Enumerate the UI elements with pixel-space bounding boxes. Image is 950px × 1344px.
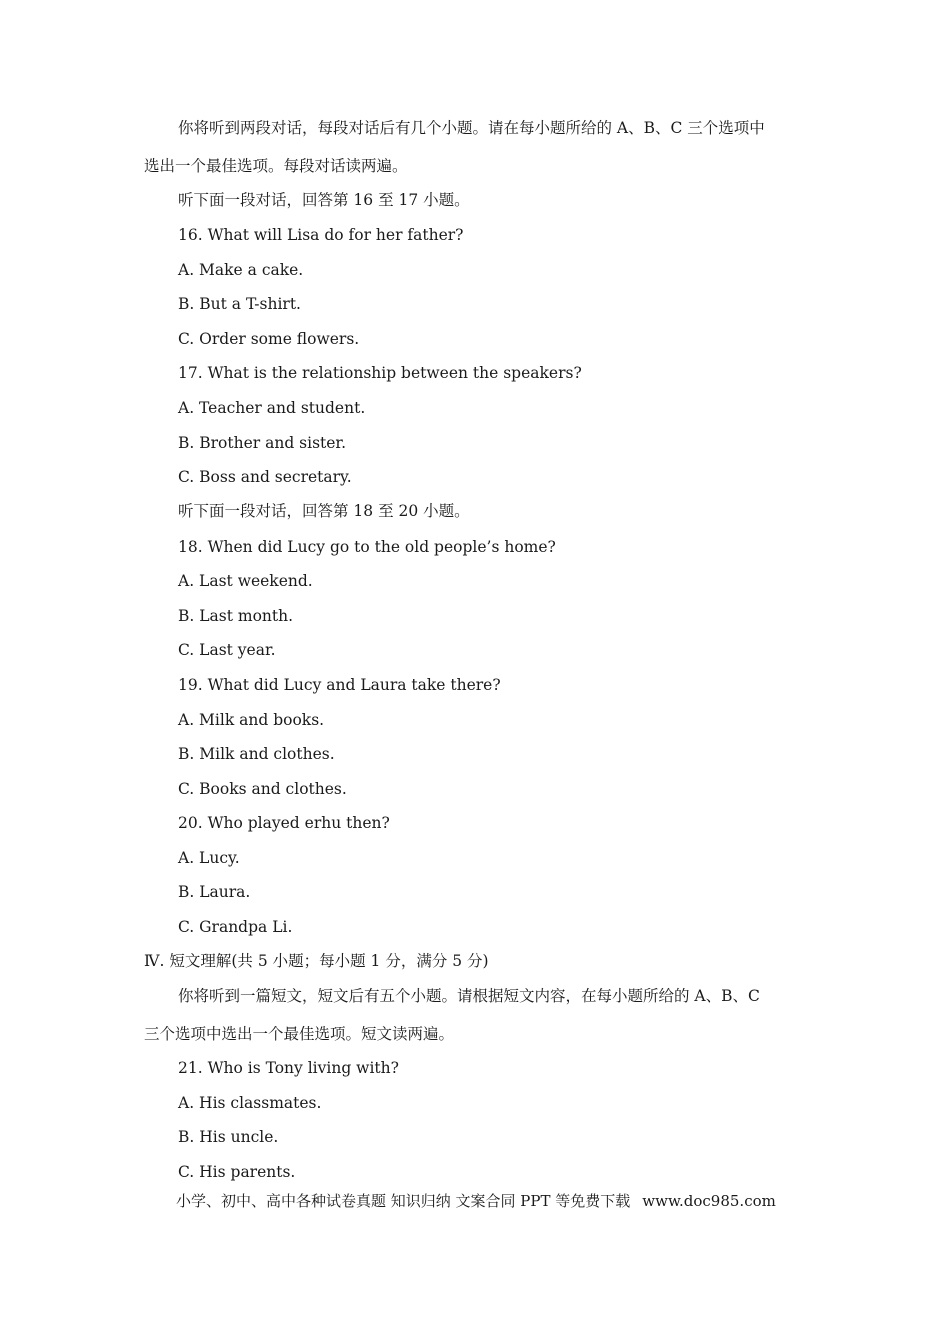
question-16-option-b: B. But a T-shirt. (178, 295, 301, 313)
question-21-stem: 21. Who is Tony living with? (178, 1059, 399, 1077)
question-19-option-b: B. Milk and clothes. (178, 745, 335, 763)
section-4-intro-line-1: 你将听到一篇短文，短文后有五个小题。请根据短文内容，在每小题所给的 A、B、C (178, 987, 760, 1005)
question-20-option-c: C. Grandpa Li. (178, 918, 293, 936)
question-21-option-b: B. His uncle. (178, 1128, 279, 1146)
question-18-option-b: B. Last month. (178, 607, 294, 625)
footer-text: 小学、初中、高中各种试卷真题 知识归纳 文案合同 PPT 等免费下载 (176, 1192, 631, 1210)
question-20-option-a: A. Lucy. (178, 849, 240, 867)
intro-line-2: 选出一个最佳选项。每段对话读两遍。 (144, 157, 408, 175)
question-19-option-a: A. Milk and books. (178, 711, 325, 729)
question-18-stem: 18. When did Lucy go to the old people’s home? (178, 538, 556, 556)
question-16-option-a: A. Make a cake. (178, 261, 304, 279)
question-17-option-a: A. Teacher and student. (178, 399, 366, 417)
footer-url[interactable]: www.doc985.com (642, 1192, 776, 1210)
question-18-option-a: A. Last weekend. (178, 572, 313, 590)
question-16-option-c: C. Order some flowers. (178, 330, 360, 348)
question-19-stem: 19. What did Lucy and Laura take there? (178, 676, 501, 694)
question-17-stem: 17. What is the relationship between the speakers? (178, 364, 582, 382)
question-20-stem: 20. Who played erhu then? (178, 814, 390, 832)
intro-line-1: 你将听到两段对话，每段对话后有几个小题。请在每小题所给的 A、B、C 三个选项中 (178, 119, 765, 137)
section-4-title: Ⅳ. 短文理解(共 5 小题；每小题 1 分，满分 5 分) (144, 952, 489, 970)
question-18-option-c: C. Last year. (178, 641, 276, 659)
dialog-1-heading: 听下面一段对话，回答第 16 至 17 小题。 (178, 191, 470, 209)
question-17-option-c: C. Boss and secretary. (178, 468, 352, 486)
page-footer (176, 1191, 776, 1211)
dialog-2-heading: 听下面一段对话，回答第 18 至 20 小题。 (178, 502, 470, 520)
question-16-stem: 16. What will Lisa do for her father? (178, 226, 464, 244)
question-21-option-a: A. His classmates. (178, 1094, 322, 1112)
section-4-intro-line-2: 三个选项中选出一个最佳选项。短文读两遍。 (144, 1025, 455, 1043)
question-19-option-c: C. Books and clothes. (178, 780, 347, 798)
question-20-option-b: B. Laura. (178, 883, 251, 901)
question-21-option-c: C. His parents. (178, 1163, 296, 1181)
question-17-option-b: B. Brother and sister. (178, 434, 347, 452)
